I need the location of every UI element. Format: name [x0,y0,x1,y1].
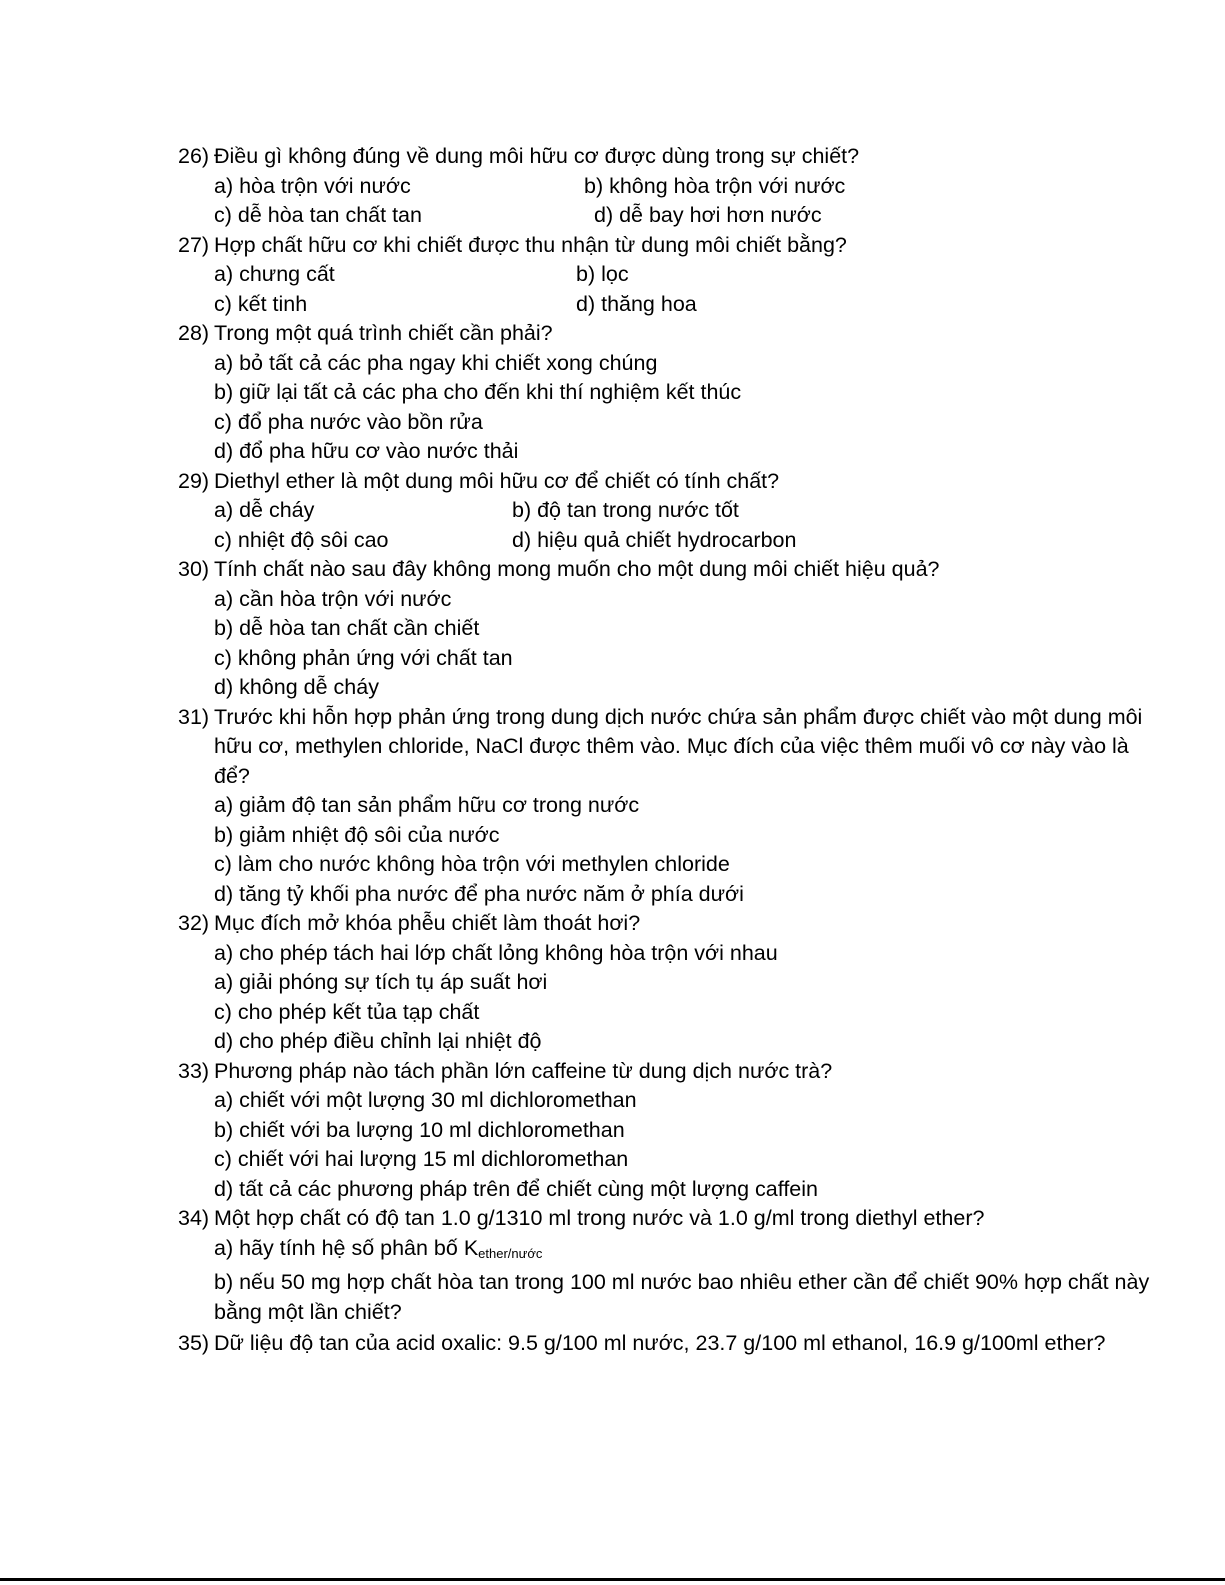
question-28 [178,319,1158,467]
option-c: c) đổ pha nước vào bồn rửa [214,409,483,434]
question-27 [178,231,1158,320]
question-text: Tính chất nào sau đây không mong muốn cho một dung môi chiết hiệu quả? [214,557,940,581]
question-26 [178,142,1158,231]
option-b: b) lọc [576,262,629,286]
option-b: b) giữ lại tất cả các pha cho đến khi thí nghiệm kết thúc [214,380,742,404]
option-a: a) cần hòa trộn với nước [214,586,452,611]
question-text: Phương pháp nào tách phần lớn caffeine từ dung dịch nước trà? [214,1058,833,1083]
option-a: a) cho phép tách hai lớp chất lỏng không hòa trộn với nhau [214,940,778,965]
page-bottom-divider [0,1578,1225,1581]
option-b: b) dễ hòa tan chất cần chiết [214,616,480,640]
question-text: Trong một quá trình chiết cần phải? [214,321,553,345]
option-b: b) không hòa trộn với nước [584,173,846,198]
question-35 [178,1327,1158,1360]
option-a: a) hòa trộn với nước [214,173,411,198]
option-c: c) không phản ứng với chất tan [214,645,513,670]
option-a-text: a) hãy tính hệ số phân bố K [214,1235,479,1260]
option-c: c) kết tinh [214,291,308,316]
question-number: 35) [178,1331,210,1355]
question-text: Điều gì không đúng về dung môi hữu cơ được dùng trong sự chiết? [214,144,860,168]
option-a: a) chiết với một lượng 30 ml dichloromethan [214,1088,637,1112]
question-number: 29) [178,468,210,493]
question-34 [178,1204,1158,1327]
question-text: Dữ liệu độ tan của acid oxalic: 9.5 g/100 ml nước, 23.7 g/100 ml ethanol, 16.9 g/100ml ether? [214,1331,1106,1355]
option-a: a) chưng cất [214,262,335,286]
option-a: a) giảm độ tan sản phẩm hữu cơ trong nước [214,793,640,817]
question-number: 30) [178,557,210,581]
option-c: c) nhiệt độ sôi cao [214,527,389,552]
question-number: 33) [178,1058,210,1083]
question-text: Mục đích mở khóa phễu chiết làm thoát hơi? [214,911,641,935]
option-d: d) dễ bay hơi hơn nước [594,203,822,227]
option-c: c) làm cho nước không hòa trộn với methylen chloride [214,852,730,876]
option-a [214,1234,1158,1269]
partition-subscript: ether/nước [478,1245,543,1261]
option-c: c) cho phép kết tủa tạp chất [214,999,480,1024]
question-number: 34) [178,1206,210,1230]
question-list [178,142,1158,1360]
question-33 [178,1057,1158,1205]
option-d: d) thăng hoa [576,291,697,316]
question-29 [178,467,1158,556]
option-d: d) không dễ cháy [214,675,379,699]
question-number: 32) [178,911,210,935]
option-b: b) chiết với ba lượng 10 ml dichloromethan [214,1117,625,1142]
option-a: a) bỏ tất cả các pha ngay khi chiết xong chúng [214,350,658,375]
option-b: b) giảm nhiệt độ sôi của nước [214,822,500,847]
question-text: Một hợp chất có độ tan 1.0 g/1310 ml trong nước và 1.0 g/ml trong diethyl ether? [214,1206,985,1230]
question-number: 31) [178,704,210,729]
option-c: c) chiết với hai lượng 15 ml dichloromethan [214,1147,629,1171]
question-text: Trước khi hỗn hợp phản ứng trong dung dịch nước chứa sản phẩm được chiết vào một dung môi hữu cơ, methylen chloride, NaCl được thêm vào. Mục đích của việc thêm muối vô cơ này vào là để? [214,704,1143,788]
option-d: d) hiệu quả chiết hydrocarbon [512,527,797,552]
question-31 [178,703,1158,910]
option-d: d) tất cả các phương pháp trên để chiết cùng một lượng caffein [214,1176,818,1201]
option-b: b) nếu 50 mg hợp chất hòa tan trong 100 ml nước bao nhiêu ether cần để chiết 90% hợp chất này bằng một lần chiết? [214,1270,1150,1324]
option-b: b) độ tan trong nước tốt [512,498,739,522]
question-number: 26) [178,144,210,168]
question-30 [178,555,1158,703]
option-d: d) cho phép điều chỉnh lại nhiệt độ [214,1029,542,1053]
question-number: 27) [178,232,210,257]
option-d: d) đổ pha hữu cơ vào nước thải [214,439,519,463]
option-a-second: a) giải phóng sự tích tụ áp suất hơi [214,970,548,994]
option-a: a) dễ cháy [214,498,315,522]
question-text: Diethyl ether là một dung môi hữu cơ để chiết có tính chất? [214,468,780,493]
option-c: c) dễ hòa tan chất tan [214,203,422,227]
option-d: d) tăng tỷ khối pha nước để pha nước năm ở phía dưới [214,881,744,906]
question-text: Hợp chất hữu cơ khi chiết được thu nhận từ dung môi chiết bằng? [214,232,847,257]
question-32 [178,909,1158,1057]
question-number: 28) [178,321,210,345]
